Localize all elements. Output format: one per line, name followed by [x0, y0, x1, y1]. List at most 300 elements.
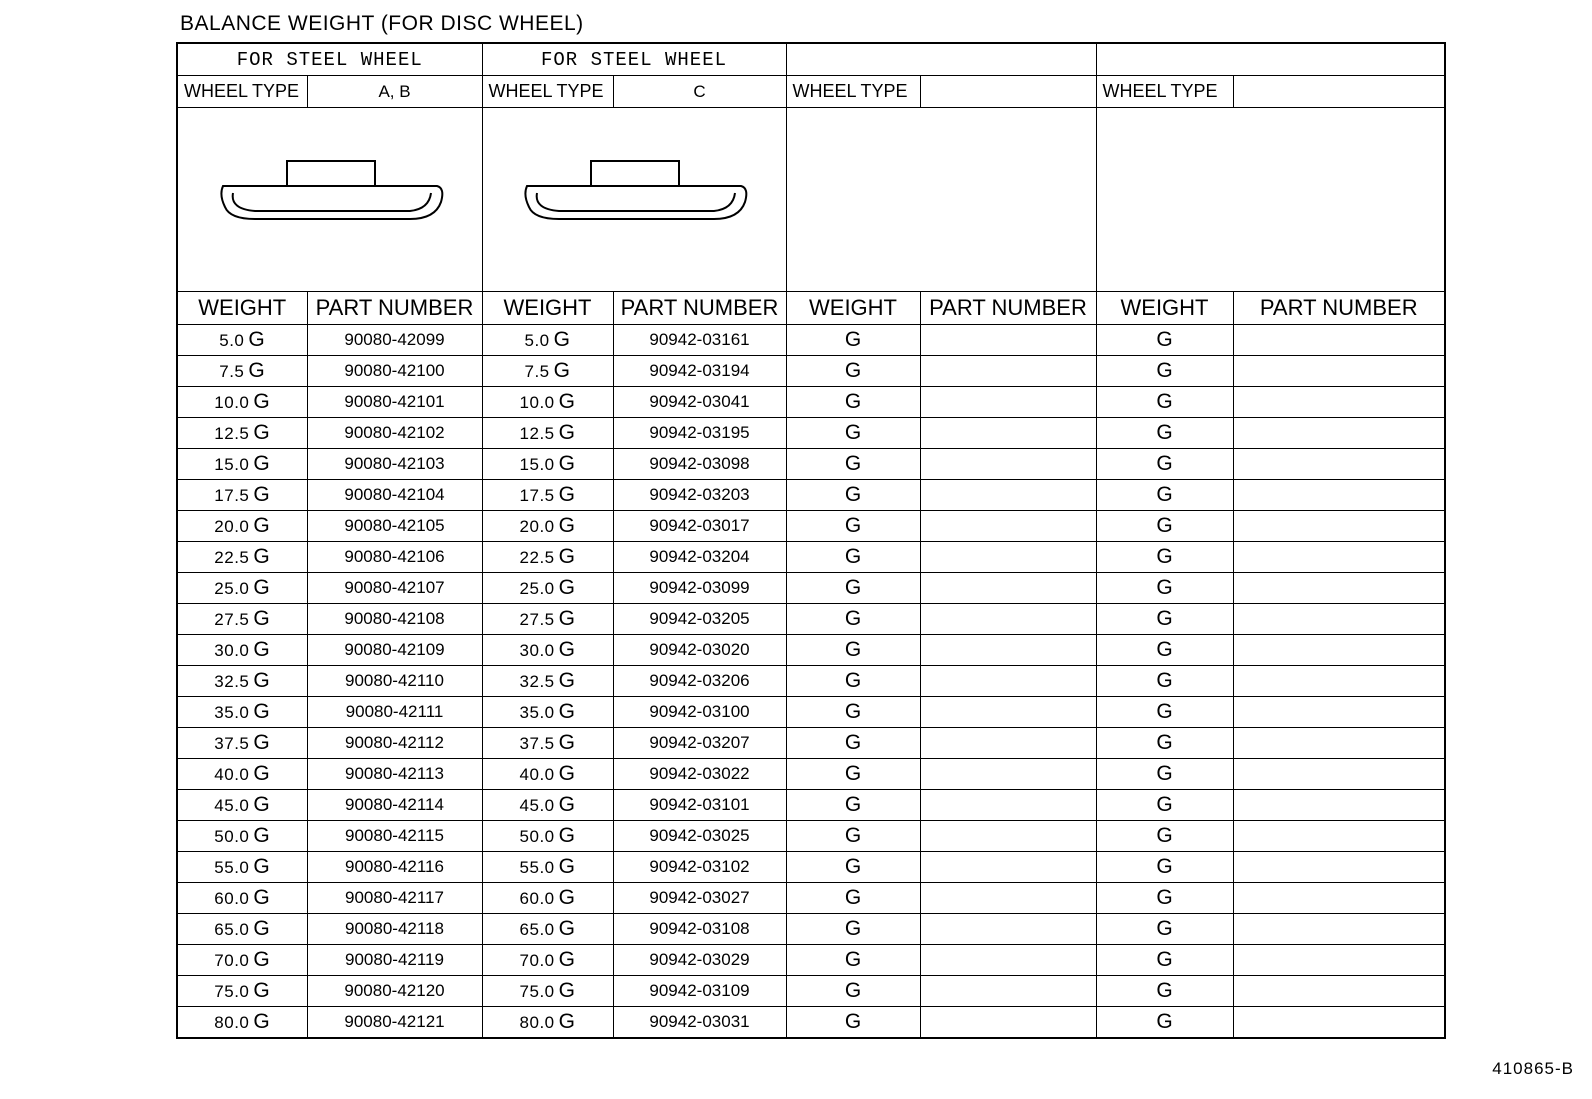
weight-unit: G [1156, 669, 1173, 692]
weight-unit: G [1156, 731, 1173, 754]
weight-unit: G [558, 762, 576, 785]
weight-illustration-row [177, 108, 1445, 292]
weight-unit: G [844, 917, 862, 940]
part-number-cell: 90080-42116 [307, 852, 482, 883]
part-number-cell: 90942-03207 [613, 728, 786, 759]
table-row [177, 325, 1445, 356]
weight-value: 40.0 [214, 765, 250, 784]
weight-value: 37.5 [519, 734, 555, 753]
part-number-cell: 90942-03108 [613, 914, 786, 945]
weight-unit: G [248, 328, 266, 351]
weight-value: 15.0 [214, 455, 250, 474]
part-number-cell [1233, 573, 1445, 604]
weight-cell [482, 759, 613, 790]
weight-cell [1096, 1007, 1233, 1039]
weight-cell [786, 852, 920, 883]
weight-value: 65.0 [214, 920, 250, 939]
weight-unit: G [558, 390, 576, 413]
weight-unit: G [558, 917, 576, 940]
part-number-cell: 90080-42114 [307, 790, 482, 821]
part-number-cell: 90080-42118 [307, 914, 482, 945]
balance-weight-clip-icon [215, 157, 445, 237]
weight-cell [482, 542, 613, 573]
weight-unit: G [1156, 917, 1173, 940]
weight-unit: G [844, 886, 862, 909]
col-weight: WEIGHT [177, 292, 307, 325]
weight-unit: G [253, 1010, 271, 1033]
balance-weight-clip-icon [519, 157, 749, 237]
table-row [177, 418, 1445, 449]
weight-cell [482, 697, 613, 728]
table-row [177, 356, 1445, 387]
weight-unit: G [1156, 1010, 1173, 1033]
weight-cell [482, 604, 613, 635]
weight-cell [1096, 666, 1233, 697]
weight-unit: G [253, 855, 271, 878]
weight-unit: G [253, 607, 271, 630]
part-number-cell [1233, 449, 1445, 480]
weight-unit: G [1156, 514, 1173, 537]
part-number-cell: 90080-42113 [307, 759, 482, 790]
weight-unit: G [1156, 390, 1173, 413]
weight-value: 75.0 [519, 982, 555, 1001]
part-number-cell [1233, 356, 1445, 387]
part-number-cell: 90942-03194 [613, 356, 786, 387]
table-row [177, 1007, 1445, 1039]
part-number-cell [1233, 821, 1445, 852]
weight-cell [177, 821, 307, 852]
weight-cell [177, 604, 307, 635]
weight-value: 5.0 [219, 331, 245, 350]
col-part-number: PART NUMBER [1233, 292, 1445, 325]
weight-unit: G [1156, 359, 1173, 382]
weight-cell [1096, 573, 1233, 604]
part-number-cell: 90942-03204 [613, 542, 786, 573]
weight-unit: G [1156, 793, 1173, 816]
part-number-cell: 90942-03025 [613, 821, 786, 852]
part-number-cell [1233, 480, 1445, 511]
weight-cell [177, 573, 307, 604]
part-number-cell [1233, 728, 1445, 759]
part-number-cell [920, 387, 1096, 418]
weight-unit: G [844, 762, 862, 785]
weight-unit: G [844, 452, 862, 475]
weight-cell [482, 790, 613, 821]
part-number-cell [1233, 852, 1445, 883]
weight-unit: G [844, 638, 862, 661]
weight-unit: G [844, 824, 862, 847]
part-number-cell [920, 1007, 1096, 1039]
part-number-cell: 90942-03020 [613, 635, 786, 666]
weight-cell [177, 325, 307, 356]
part-number-cell [1233, 1007, 1445, 1039]
part-number-cell [1233, 604, 1445, 635]
weight-value: 22.5 [214, 548, 250, 567]
weight-cell [1096, 914, 1233, 945]
weight-illustration-cell-c [482, 108, 786, 292]
part-number-cell [1233, 325, 1445, 356]
table-row [177, 666, 1445, 697]
part-number-cell [920, 821, 1096, 852]
weight-unit: G [844, 421, 862, 444]
part-number-cell [920, 666, 1096, 697]
table-row [177, 635, 1445, 666]
weight-cell [177, 356, 307, 387]
part-number-cell: 90942-03161 [613, 325, 786, 356]
group-heading-steel-ab: FOR STEEL WHEEL [177, 43, 482, 76]
part-number-cell: 90942-03102 [613, 852, 786, 883]
table-row [177, 976, 1445, 1007]
part-number-cell [920, 542, 1096, 573]
col-part-number: PART NUMBER [307, 292, 482, 325]
weight-cell [786, 480, 920, 511]
part-number-cell: 90080-42106 [307, 542, 482, 573]
weight-cell [177, 480, 307, 511]
weight-cell [482, 573, 613, 604]
weight-unit: G [558, 731, 576, 754]
weight-unit: G [253, 917, 271, 940]
weight-value: 25.0 [214, 579, 250, 598]
weight-cell [1096, 635, 1233, 666]
weight-cell [1096, 356, 1233, 387]
weight-cell [1096, 604, 1233, 635]
part-number-cell: 90942-03029 [613, 945, 786, 976]
weight-cell [786, 573, 920, 604]
part-number-cell: 90080-42109 [307, 635, 482, 666]
table-row [177, 914, 1445, 945]
weight-unit: G [558, 421, 576, 444]
weight-unit: G [253, 762, 271, 785]
part-number-cell: 90942-03206 [613, 666, 786, 697]
weight-cell [1096, 821, 1233, 852]
weight-unit: G [253, 390, 271, 413]
weight-cell [177, 883, 307, 914]
weight-cell [177, 728, 307, 759]
table-row [177, 573, 1445, 604]
weight-cell [786, 697, 920, 728]
weight-unit: G [558, 700, 576, 723]
weight-unit: G [844, 948, 862, 971]
weight-value: 37.5 [214, 734, 250, 753]
weight-unit: G [253, 793, 271, 816]
weight-cell [177, 511, 307, 542]
weight-unit: G [253, 545, 271, 568]
wheel-type-value [1233, 76, 1445, 108]
weight-cell [177, 666, 307, 697]
weight-unit: G [558, 607, 576, 630]
weight-cell [786, 387, 920, 418]
weight-cell [482, 1007, 613, 1039]
part-number-cell: 90942-03205 [613, 604, 786, 635]
weight-value: 70.0 [519, 951, 555, 970]
part-number-cell: 90080-42115 [307, 821, 482, 852]
weight-unit: G [844, 328, 862, 351]
weight-unit: G [253, 638, 271, 661]
wheel-type-label: WHEEL TYPE [177, 76, 307, 108]
weight-cell [177, 635, 307, 666]
part-number-cell: 90080-42107 [307, 573, 482, 604]
part-number-cell: 90942-03098 [613, 449, 786, 480]
weight-value: 20.0 [519, 517, 555, 536]
weight-value: 45.0 [519, 796, 555, 815]
wheel-type-label: WHEEL TYPE [786, 76, 920, 108]
weight-cell [786, 821, 920, 852]
weight-unit: G [844, 545, 862, 568]
part-number-cell [920, 449, 1096, 480]
weight-value: 55.0 [214, 858, 250, 877]
weight-unit: G [553, 328, 571, 351]
weight-unit: G [1156, 824, 1173, 847]
weight-cell [482, 945, 613, 976]
weight-unit: G [1156, 979, 1173, 1002]
weight-cell [482, 325, 613, 356]
table-row [177, 852, 1445, 883]
part-number-cell [1233, 511, 1445, 542]
part-number-cell: 90942-03017 [613, 511, 786, 542]
part-number-cell [920, 790, 1096, 821]
part-number-cell: 90942-03195 [613, 418, 786, 449]
part-number-cell [920, 480, 1096, 511]
weight-cell [482, 728, 613, 759]
table-row [177, 945, 1445, 976]
part-number-cell [920, 852, 1096, 883]
part-number-cell [1233, 697, 1445, 728]
weight-value: 55.0 [519, 858, 555, 877]
part-number-cell: 90080-42108 [307, 604, 482, 635]
weight-value: 12.5 [519, 424, 555, 443]
weight-unit: G [1156, 638, 1173, 661]
part-number-cell: 90942-03027 [613, 883, 786, 914]
part-number-cell: 90080-42119 [307, 945, 482, 976]
weight-unit: G [558, 948, 576, 971]
weight-unit: G [253, 948, 271, 971]
weight-unit: G [844, 700, 862, 723]
part-number-cell: 90942-03100 [613, 697, 786, 728]
weight-value: 5.0 [524, 331, 550, 350]
wheel-type-value [920, 76, 1096, 108]
group-heading-empty-4 [1096, 43, 1445, 76]
part-number-cell: 90080-42110 [307, 666, 482, 697]
weight-unit: G [253, 886, 271, 909]
weight-unit: G [253, 824, 271, 847]
weight-cell [1096, 511, 1233, 542]
weight-cell [482, 635, 613, 666]
part-number-cell [920, 914, 1096, 945]
weight-cell [786, 883, 920, 914]
wheel-type-value: C [613, 76, 786, 108]
part-number-cell [1233, 945, 1445, 976]
weight-cell [482, 852, 613, 883]
weight-unit: G [844, 607, 862, 630]
weight-unit: G [558, 576, 576, 599]
weight-unit: G [558, 452, 576, 475]
weight-value: 65.0 [519, 920, 555, 939]
weight-cell [1096, 759, 1233, 790]
part-number-cell [1233, 976, 1445, 1007]
weight-cell [177, 387, 307, 418]
page-title: BALANCE WEIGHT (FOR DISC WHEEL) [180, 12, 584, 35]
weight-value: 7.5 [524, 362, 550, 381]
weight-unit: G [844, 855, 862, 878]
part-number-cell: 90080-42121 [307, 1007, 482, 1039]
weight-illustration-cell-ab [177, 108, 482, 292]
part-number-cell [1233, 387, 1445, 418]
weight-unit: G [1156, 576, 1173, 599]
weight-unit: G [253, 452, 271, 475]
part-number-cell: 90080-42100 [307, 356, 482, 387]
weight-value: 10.0 [519, 393, 555, 412]
part-number-cell [920, 356, 1096, 387]
table-row [177, 480, 1445, 511]
part-number-cell: 90080-42102 [307, 418, 482, 449]
weight-unit: G [844, 731, 862, 754]
table-row [177, 449, 1445, 480]
weight-unit: G [1156, 483, 1173, 506]
weight-cell [1096, 480, 1233, 511]
part-number-cell: 90942-03101 [613, 790, 786, 821]
part-number-cell [1233, 635, 1445, 666]
weight-cell [482, 914, 613, 945]
part-number-cell: 90080-42117 [307, 883, 482, 914]
weight-unit: G [844, 514, 862, 537]
weight-cell [482, 449, 613, 480]
weight-value: 80.0 [519, 1013, 555, 1032]
weight-unit: G [844, 1010, 862, 1033]
weight-illustration-cell-empty-3 [786, 108, 1096, 292]
weight-cell [786, 914, 920, 945]
part-number-cell [920, 945, 1096, 976]
part-number-cell [920, 883, 1096, 914]
weight-unit: G [558, 669, 576, 692]
weight-value: 27.5 [214, 610, 250, 629]
weight-cell [786, 728, 920, 759]
weight-value: 12.5 [214, 424, 250, 443]
weight-cell [1096, 728, 1233, 759]
weight-cell [177, 542, 307, 573]
part-number-cell [1233, 914, 1445, 945]
col-part-number: PART NUMBER [920, 292, 1096, 325]
weight-unit: G [558, 979, 576, 1002]
weight-cell [177, 759, 307, 790]
weight-unit: G [1156, 762, 1173, 785]
weight-cell [482, 883, 613, 914]
weight-cell [786, 418, 920, 449]
wheel-type-value: A, B [307, 76, 482, 108]
weight-value: 30.0 [519, 641, 555, 660]
weight-cell [786, 790, 920, 821]
part-number-cell [920, 511, 1096, 542]
weight-unit: G [1156, 607, 1173, 630]
weight-cell [482, 387, 613, 418]
part-number-cell: 90942-03031 [613, 1007, 786, 1039]
weight-cell [177, 1007, 307, 1039]
weight-cell [482, 821, 613, 852]
weight-unit: G [1156, 886, 1173, 909]
weight-value: 60.0 [214, 889, 250, 908]
weight-cell [786, 542, 920, 573]
part-number-cell [920, 418, 1096, 449]
weight-unit: G [558, 514, 576, 537]
weight-cell [1096, 325, 1233, 356]
part-number-cell [920, 759, 1096, 790]
weight-value: 60.0 [519, 889, 555, 908]
column-header-row [177, 292, 1445, 325]
weight-unit: G [558, 483, 576, 506]
weight-value: 20.0 [214, 517, 250, 536]
weight-unit: G [558, 1010, 576, 1033]
part-number-cell: 90942-03109 [613, 976, 786, 1007]
part-number-cell: 90942-03022 [613, 759, 786, 790]
weight-value: 32.5 [519, 672, 555, 691]
weight-value: 10.0 [214, 393, 250, 412]
weight-cell [786, 325, 920, 356]
weight-unit: G [553, 359, 571, 382]
table-row [177, 387, 1445, 418]
table-row [177, 883, 1445, 914]
weight-value: 50.0 [214, 827, 250, 846]
part-number-cell: 90080-42104 [307, 480, 482, 511]
weight-unit: G [1156, 545, 1173, 568]
weight-unit: G [844, 576, 862, 599]
weight-cell [1096, 852, 1233, 883]
weight-cell [177, 449, 307, 480]
part-number-cell: 90080-42112 [307, 728, 482, 759]
col-weight: WEIGHT [786, 292, 920, 325]
weight-cell [786, 356, 920, 387]
wheel-type-row [177, 76, 1445, 108]
group-heading-steel-c: FOR STEEL WHEEL [482, 43, 786, 76]
weight-unit: G [253, 483, 271, 506]
weight-cell [177, 418, 307, 449]
weight-value: 17.5 [214, 486, 250, 505]
weight-value: 7.5 [219, 362, 245, 381]
part-number-cell [920, 976, 1096, 1007]
weight-cell [482, 666, 613, 697]
weight-cell [786, 511, 920, 542]
wheel-type-label: WHEEL TYPE [1096, 76, 1233, 108]
part-number-cell: 90942-03041 [613, 387, 786, 418]
table-row [177, 604, 1445, 635]
weight-cell [1096, 976, 1233, 1007]
weight-cell [786, 449, 920, 480]
weight-cell [1096, 945, 1233, 976]
weight-value: 35.0 [214, 703, 250, 722]
part-number-cell: 90080-42099 [307, 325, 482, 356]
part-number-cell [920, 635, 1096, 666]
weight-unit: G [558, 855, 576, 878]
group-heading-row [177, 43, 1445, 76]
weight-cell [1096, 790, 1233, 821]
part-number-cell: 90942-03099 [613, 573, 786, 604]
balance-weight-table [176, 42, 1446, 1039]
document-code: 410865-B [1492, 1059, 1574, 1078]
weight-unit: G [253, 731, 271, 754]
weight-value: 70.0 [214, 951, 250, 970]
table-row [177, 542, 1445, 573]
weight-value: 75.0 [214, 982, 250, 1001]
part-number-cell [1233, 418, 1445, 449]
part-number-cell [1233, 542, 1445, 573]
group-heading-empty-3 [786, 43, 1096, 76]
weight-unit: G [1156, 700, 1173, 723]
part-number-cell: 90080-42120 [307, 976, 482, 1007]
weight-unit: G [558, 638, 576, 661]
weight-unit: G [1156, 948, 1173, 971]
weight-value: 35.0 [519, 703, 555, 722]
table-row [177, 697, 1445, 728]
table-row [177, 511, 1445, 542]
weight-value: 27.5 [519, 610, 555, 629]
